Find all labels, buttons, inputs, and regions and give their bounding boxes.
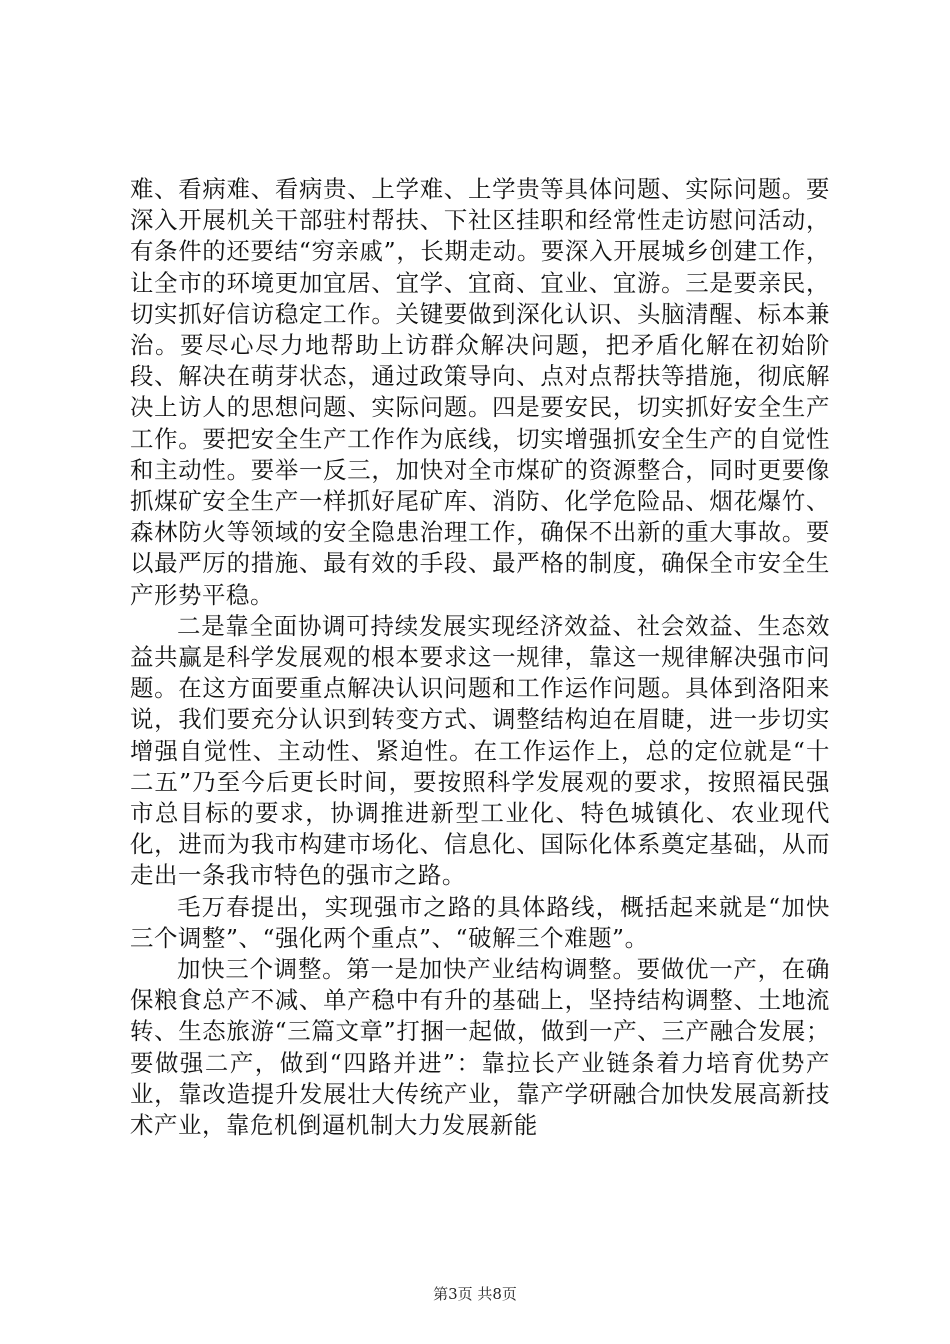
paragraph-4: 加快三个调整。第一是加快产业结构调整。要做优一产，在确保粮食总产不减、单产稳中有升的基础上，坚持结构调整、土地流转、生态旅游“三篇文章”打捆一起做，做到一产、三产融合发展；要做强二产，做到“四路并进”：靠拉长产业链条着力培育优势产业，靠改造提升发展壮大传统产业，靠产学研融合加快发展高新技术产业，靠危机倒逼机制大力发展新能: [130, 955, 830, 1140]
paragraph-2: 二是靠全面协调可持续发展实现经济效益、社会效益、生态效益共赢是科学发展观的根本要求这一规律，靠这一规律解决强市问题。在这方面要重点解决认识问题和工作运作问题。具体到洛阳来说，我们要充分认识到转变方式、调整结构迫在眉睫，进一步切实增强自觉性、主动性、紧迫性。在工作运作上，总的定位就是“十二五”乃至今后更长时间，要按照科学发展观的要求，按照福民强市总目标的要求，协调推进新型工业化、特色城镇化、农业现代化，进而为我市构建市场化、信息化、国际化体系奠定基础，从而走出一条我市特色的强市之路。: [130, 611, 830, 890]
page-number-footer: 第3页 共8页: [433, 1285, 517, 1303]
paragraph-3: 毛万春提出，实现强市之路的具体路线，概括起来就是“加快三个调整”、“强化两个重点”、“破解三个难题”。: [130, 892, 830, 952]
paragraph-1: 难、看病难、看病贵、上学难、上学贵等具体问题、实际问题。要深入开展机关干部驻村帮扶、下社区挂职和经常性走访慰问活动，有条件的还要结“穷亲戚”，长期走动。要深入开展城乡创建工作，让全市的环境更加宜居、宜学、宜商、宜业、宜游。三是要亲民，切实抓好信访稳定工作。关键要做到深化认识、头脑清醒、标本兼治。要尽心尽力地帮助上访群众解决问题，把矛盾化解在初始阶段、解决在萌芽状态，通过政策导向、点对点帮扶等措施，彻底解决上访人的思想问题、实际问题。四是要安民，切实抓好安全生产工作。要把安全生产工作作为底线，切实增强抓安全生产的自觉性和主动性。要举一反三，加快对全市煤矿的资源整合，同时更要像抓煤矿安全生产一样抓好尾矿库、消防、化学危险品、烟花爆竹、森林防火等领域的安全隐患治理工作，确保不出新的重大事故。要以最严厉的措施、最有效的手段、最严格的制度，确保全市安全生产形势平稳。: [130, 175, 830, 609]
body-text: [130, 174, 830, 1141]
